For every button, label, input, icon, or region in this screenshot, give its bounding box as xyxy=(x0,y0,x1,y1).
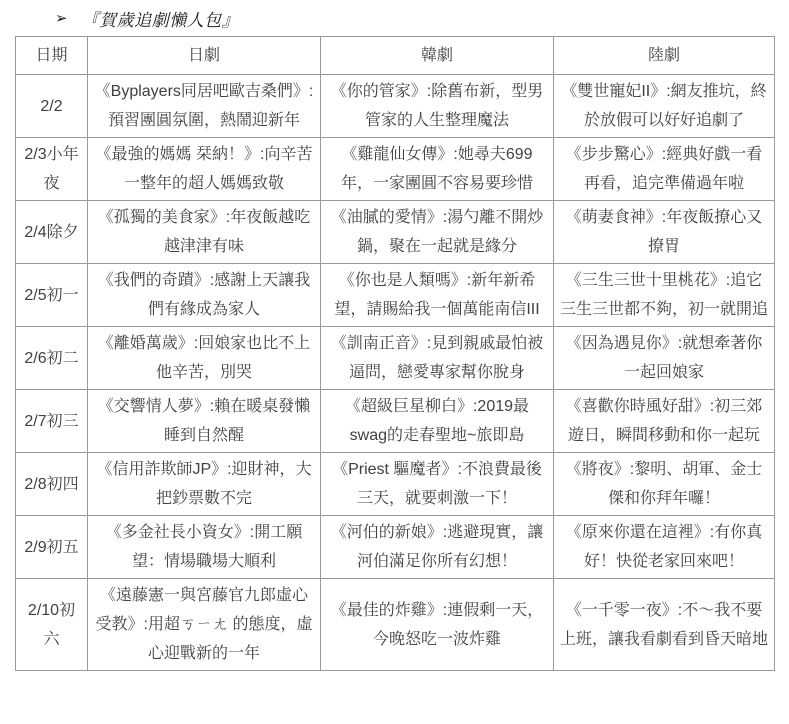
cell-kr-drama: 《Priest 驅魔者》:不浪費最後三天，就要刺激一下！ xyxy=(321,453,554,516)
cell-kr-drama: 《你的管家》:除舊布新，型男管家的人生整理魔法 xyxy=(321,75,554,138)
cell-cn-drama: 《原來你還在這裡》:有你真好！快從老家回來吧！ xyxy=(554,516,775,579)
cell-jp-drama: 《遠藤憲一與宮藤官九郎虛心受教》:用超ㄎㄧㄤ 的態度，虛心迎戰新的一年 xyxy=(88,579,321,671)
header-row xyxy=(16,37,775,75)
cell-kr-drama: 《超級巨星柳白》:2019最swag的走春聖地~旅即島 xyxy=(321,390,554,453)
cell-cn-drama: 《喜歡你時風好甜》:初三郊遊日，瞬間移動和你一起玩 xyxy=(554,390,775,453)
page-title: 『賀歲追劇懶人包』 xyxy=(81,10,240,30)
table-row xyxy=(16,453,775,516)
cell-jp-drama: 《Byplayers同居吧歐吉桑們》:預習團圓氛圍，熱鬧迎新年 xyxy=(88,75,321,138)
cell-cn-drama: 《三生三世十里桃花》:追它三生三世都不夠，初一就開追 xyxy=(554,264,775,327)
cell-cn-drama: 《一千零一夜》:不～我不要上班，讓我看劇看到昏天暗地 xyxy=(554,579,775,671)
column-header-jp-drama: 日劇 xyxy=(88,37,321,75)
cell-jp-drama: 《孤獨的美食家》:年夜飯越吃越津津有味 xyxy=(88,201,321,264)
cell-cn-drama: 《雙世寵妃II》:網友推坑，終於放假可以好好追劇了 xyxy=(554,75,775,138)
cell-jp-drama: 《信用詐欺師JP》:迎財神，大把鈔票數不完 xyxy=(88,453,321,516)
table-row xyxy=(16,138,775,201)
table-row xyxy=(16,579,775,671)
cell-kr-drama: 《河伯的新娘》:逃避現實，讓河伯滿足你所有幻想！ xyxy=(321,516,554,579)
table-row xyxy=(16,75,775,138)
table-row xyxy=(16,516,775,579)
cell-kr-drama: 《你也是人類嗎》:新年新希望，請賜給我一個萬能南信III xyxy=(321,264,554,327)
cell-date: 2/2 xyxy=(16,75,88,138)
drama-schedule-table xyxy=(15,36,775,671)
arrow-bullet-icon: ➢ xyxy=(55,9,68,27)
column-header-kr-drama: 韓劇 xyxy=(321,37,554,75)
column-header-date: 日期 xyxy=(16,37,88,75)
cell-date: 2/10初六 xyxy=(16,579,88,671)
cell-date: 2/7初三 xyxy=(16,390,88,453)
cell-kr-drama: 《最佳的炸雞》:連假剩一天，今晚怒吃一波炸雞 xyxy=(321,579,554,671)
cell-date: 2/6初二 xyxy=(16,327,88,390)
cell-kr-drama: 《雞龍仙女傳》:她尋夫699年，一家團圓不容易要珍惜 xyxy=(321,138,554,201)
table-row xyxy=(16,327,775,390)
cell-jp-drama: 《多金社長小資女》:開工願望：情場職場大順利 xyxy=(88,516,321,579)
column-header-cn-drama: 陸劇 xyxy=(554,37,775,75)
table-row xyxy=(16,390,775,453)
cell-date: 2/5初一 xyxy=(16,264,88,327)
cell-date: 2/9初五 xyxy=(16,516,88,579)
cell-cn-drama: 《步步驚心》:經典好戲一看再看，追完準備過年啦 xyxy=(554,138,775,201)
section-title xyxy=(55,6,789,30)
cell-cn-drama: 《將夜》:黎明、胡軍、金士傑和你拜年囉！ xyxy=(554,453,775,516)
cell-jp-drama: 《最強的媽媽 栞納！》:向辛苦一整年的超人媽媽致敬 xyxy=(88,138,321,201)
cell-jp-drama: 《我們的奇蹟》:感謝上天讓我們有緣成為家人 xyxy=(88,264,321,327)
cell-date: 2/3小年夜 xyxy=(16,138,88,201)
cell-kr-drama: 《訓南正音》:見到親戚最怕被逼問，戀愛專家幫你脫身 xyxy=(321,327,554,390)
table-row xyxy=(16,264,775,327)
cell-date: 2/8初四 xyxy=(16,453,88,516)
table-row xyxy=(16,201,775,264)
cell-date: 2/4除夕 xyxy=(16,201,88,264)
cell-cn-drama: 《萌妻食神》:年夜飯撩心又撩胃 xyxy=(554,201,775,264)
cell-jp-drama: 《交響情人夢》:賴在暖桌發懶睡到自然醒 xyxy=(88,390,321,453)
cell-cn-drama: 《因為遇見你》:就想牽著你一起回娘家 xyxy=(554,327,775,390)
cell-jp-drama: 《離婚萬歲》:回娘家也比不上他辛苦，別哭 xyxy=(88,327,321,390)
cell-kr-drama: 《油膩的愛情》:湯勺離不開炒鍋，聚在一起就是緣分 xyxy=(321,201,554,264)
